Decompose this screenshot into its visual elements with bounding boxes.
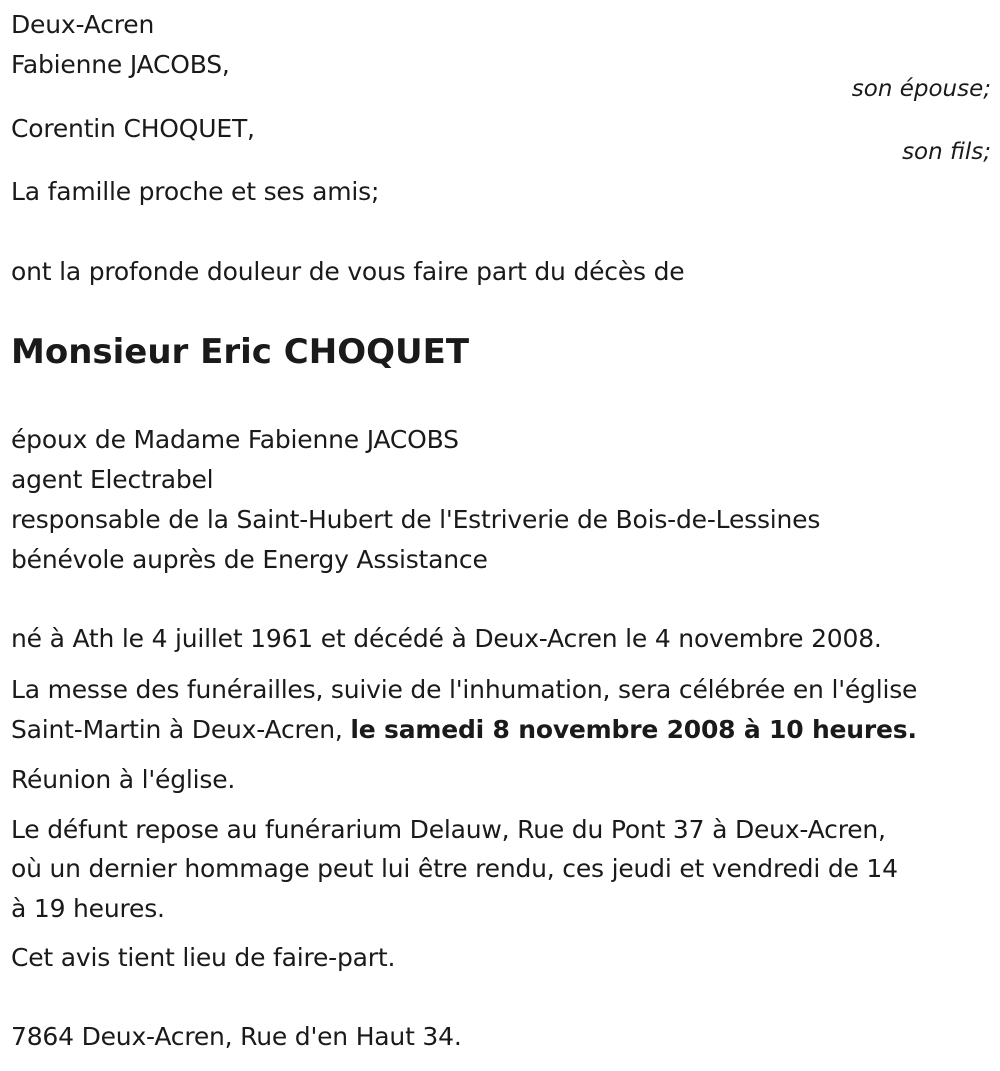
detail-line: époux de Madame Fabienne JACOBS — [11, 425, 459, 454]
detail-line: agent Electrabel — [11, 465, 214, 494]
visitation-line: où un dernier hommage peut lui être rendu, ces jeudi et vendredi de 14 — [11, 854, 898, 883]
son-name: Corentin CHOQUET, — [11, 114, 255, 143]
location-text: Deux-Acren — [11, 10, 155, 39]
family-address: 7864 Deux-Acren, Rue d'en Haut 34. — [11, 1022, 462, 1051]
funeral-line-1: La messe des funérailles, suivie de l'inhumation, sera célébrée en l'église — [11, 675, 918, 704]
notice-text: Cet avis tient lieu de faire-part. — [11, 943, 396, 972]
funeral-place: Saint-Martin à Deux-Acren, — [11, 715, 351, 744]
announcement-intro: ont la profonde douleur de vous faire part du décès de — [11, 257, 685, 286]
visitation-line: à 19 heures. — [11, 894, 165, 923]
funeral-line-2 — [11, 715, 917, 745]
family-text: La famille proche et ses amis; — [11, 177, 380, 206]
spouse-role: son épouse; — [851, 76, 991, 102]
visitation-line: Le défunt repose au funérarium Delauw, Rue du Pont 37 à Deux-Acren, — [11, 815, 886, 844]
son-role: son fils; — [902, 139, 991, 165]
funeral-date: le samedi 8 novembre 2008 à 10 heures. — [350, 715, 917, 744]
birth-death-dates: né à Ath le 4 juillet 1961 et décédé à Deux-Acren le 4 novembre 2008. — [11, 624, 882, 653]
deceased-name: Monsieur Eric CHOQUET — [11, 332, 470, 372]
detail-line: bénévole auprès de Energy Assistance — [11, 545, 488, 574]
spouse-name: Fabienne JACOBS, — [11, 50, 230, 79]
meeting-text: Réunion à l'église. — [11, 765, 236, 794]
detail-line: responsable de la Saint-Hubert de l'Estriverie de Bois-de-Lessines — [11, 505, 821, 534]
